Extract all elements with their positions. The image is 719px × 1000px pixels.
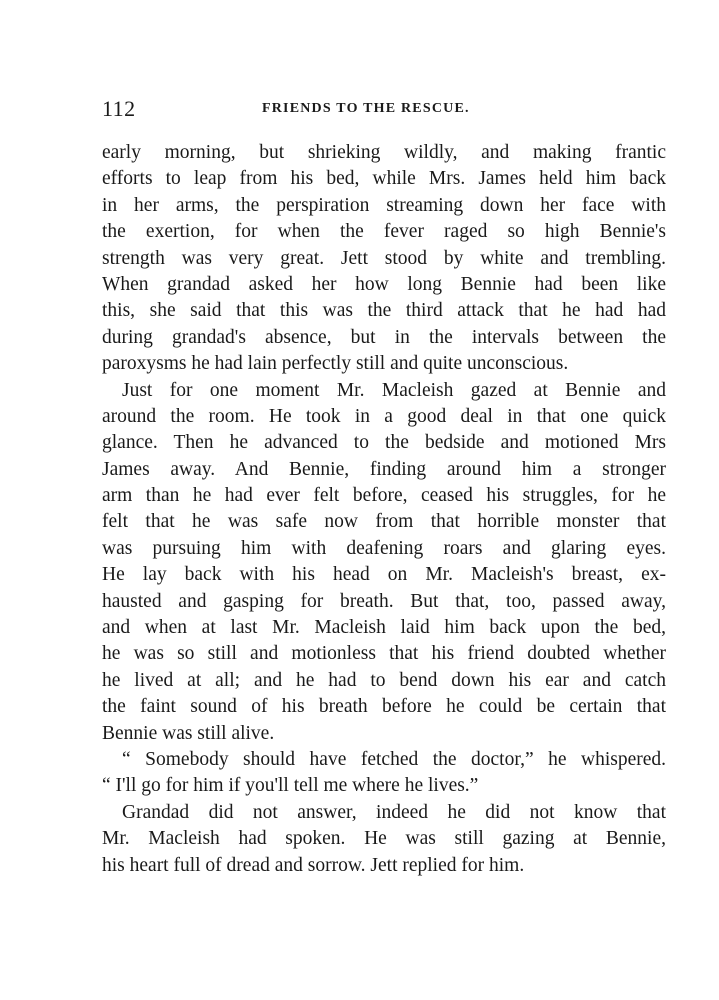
text-line: he was so still and motionless that his friend doubted whether — [102, 643, 666, 665]
page-header — [102, 96, 667, 126]
text-line: “ Somebody should have fetched the doctor,” he whispered. — [122, 748, 666, 770]
text-line: hausted and gasping for breath. But that, too, passed away, — [102, 590, 666, 612]
text-line: He lay back with his head on Mr. Macleish's breast, ex- — [102, 564, 666, 586]
text-line: his heart full of dread and sorrow. Jett replied for him. — [102, 854, 525, 876]
running-head: FRIENDS TO THE RESCUE. — [262, 101, 470, 116]
text-line: paroxysms he had lain perfectly still and quite unconscious. — [102, 353, 569, 375]
text-line: around the room. He took in a good deal in that one quick — [102, 405, 666, 427]
body-text — [102, 140, 666, 879]
text-line: he lived at all; and he had to bend down his ear and catch — [102, 669, 666, 691]
text-line: Grandad did not answer, indeed he did not know that — [122, 801, 666, 823]
text-line: this, she said that this was the third attack that he had had — [102, 300, 666, 322]
text-line: and when at last Mr. Macleish laid him back upon the bed, — [102, 617, 666, 639]
text-line: was pursuing him with deafening roars and glaring eyes. — [102, 537, 666, 559]
page-number: 112 — [102, 96, 136, 121]
paragraph — [102, 800, 666, 879]
text-line: glance. Then he advanced to the bedside and motioned Mrs — [102, 432, 666, 454]
text-line: felt that he was safe now from that horrible monster that — [102, 511, 666, 533]
paragraph — [102, 747, 666, 800]
text-line: the exertion, for when the fever raged so high Bennie's — [102, 221, 666, 243]
text-line: Bennie was still alive. — [102, 722, 275, 744]
text-line: When grandad asked her how long Bennie had been like — [102, 273, 666, 295]
paragraph — [102, 140, 666, 378]
text-line: efforts to leap from his bed, while Mrs. James held him back — [102, 168, 666, 190]
paragraph — [102, 378, 666, 747]
text-line: “ I'll go for him if you'll tell me where he lives.” — [102, 775, 479, 797]
text-line: the faint sound of his breath before he could be certain that — [102, 696, 666, 718]
text-line: during grandad's absence, but in the intervals between the — [102, 326, 666, 348]
text-line: James away. And Bennie, finding around him a stronger — [102, 458, 666, 480]
text-line: in her arms, the perspiration streaming down her face with — [102, 194, 666, 216]
text-line: early morning, but shrieking wildly, and making frantic — [102, 142, 666, 163]
text-line: Mr. Macleish had spoken. He was still gazing at Bennie, — [102, 828, 666, 850]
text-line: arm than he had ever felt before, ceased his struggles, for he — [102, 485, 666, 507]
text-line: Just for one moment Mr. Macleish gazed at Bennie and — [122, 379, 666, 401]
text-line: strength was very great. Jett stood by white and trembling. — [102, 247, 666, 269]
